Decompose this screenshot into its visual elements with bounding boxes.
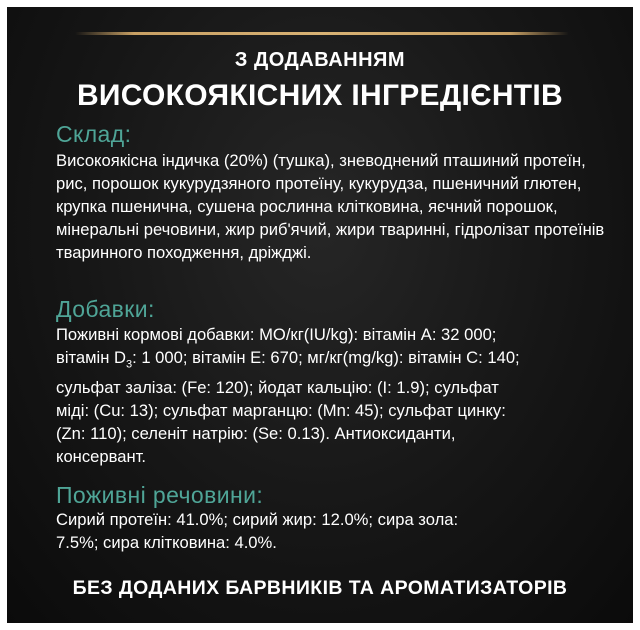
- additives-text: [56, 323, 616, 468]
- composition-text: Високоякісна індичка (20%) (тушка), зневоднений пташиний протеїн, рис, порошок кукурудзяного протеїну, кукурудза, пшеничний глютен, крупка пшенична, сушена рослинна клітковина, яєчний порошок, мінеральні речовини, жир риб'ячий, жири тваринні, гідролізат протеїнів тваринного походження, дріжджі.: [56, 151, 605, 262]
- additives-line-4: міді: (Cu: 13); сульфат марганцю: (Mn: 45); сульфат цинку:: [56, 401, 506, 421]
- additives-line-2: вітамін $D_3$: 1 000; вітамін E: 670; мг/кг(mg/kg): вітамін C: 140;: [56, 348, 520, 371]
- nutrients-title: Поживні речовини:: [56, 482, 264, 508]
- package-panel: [7, 7, 633, 623]
- header-main: ВИСОКОЯКІСНИХ ІНГРЕДІЄНТІВ: [76, 79, 564, 112]
- footer-claim: БЕЗ ДОДАНИХ БАРВНИКІВ ТА АРОМАТИЗАТОРІВ: [72, 577, 568, 599]
- nutrients-text: [56, 508, 616, 554]
- composition-title: Склад:: [56, 121, 132, 147]
- additives-title: Добавки:: [56, 296, 155, 322]
- additives-line-6: консервант.: [56, 447, 146, 467]
- nutrients-line-1: Сирий протеїн: 41.0%; сирий жир: 12.0%; сира зола:: [56, 510, 459, 529]
- gold-divider-line: [75, 32, 569, 35]
- additives-line-1: Поживні кормові добавки: МО/кг(IU/kg): вітамін A: 32 000;: [56, 325, 497, 344]
- header-top: З ДОДАВАННЯМ: [234, 49, 406, 71]
- additives-line-5: (Zn: 110); селеніт натрію: (Se: 0.13). Антиоксиданти,: [56, 424, 456, 444]
- additives-line-3: сульфат заліза: (Fe: 120); йодат кальцію: (I: 1.9); сульфат: [56, 378, 499, 398]
- nutrients-line-2: 7.5%; сира клітковина: 4.0%.: [56, 533, 277, 552]
